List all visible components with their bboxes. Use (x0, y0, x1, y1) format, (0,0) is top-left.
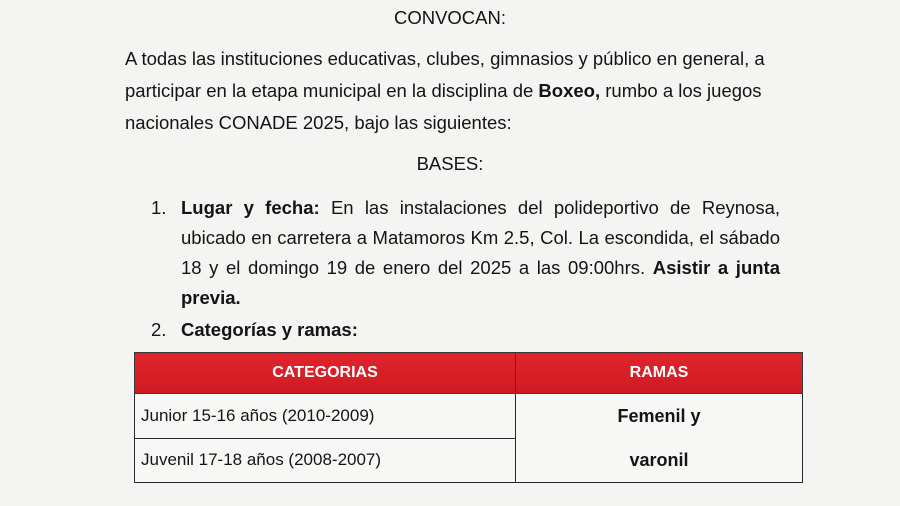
table-row (135, 394, 803, 439)
intro-line-2 (125, 79, 762, 103)
item-1-previa-bold: previa. (181, 287, 241, 308)
categories-table (134, 352, 803, 483)
item-2-label-bold: Categorías y ramas: (181, 319, 358, 340)
rama-line-2: varonil (629, 450, 689, 470)
intro-line-1: A todas las instituciones educativas, clubes, gimnasios y público en general, a (125, 48, 765, 69)
rama-cell (516, 394, 803, 483)
category-cell: Juvenil 17-18 años (2008-2007) (135, 438, 516, 483)
item-1-date-text: 18 y el domingo 19 de enero del 2025 a las 09:00hrs. (181, 257, 646, 278)
header-categorias: CATEGORIAS (135, 353, 516, 394)
table-header-row (135, 353, 803, 394)
item-1-number: 1. (151, 197, 167, 218)
intro-text: participar en la etapa municipal en la disciplina de (125, 80, 539, 101)
item-1-line-4 (181, 286, 241, 310)
intro-line-3: nacionales CONADE 2025, bajo las siguientes: (125, 112, 512, 133)
item-1-text: En las instalaciones del polideportivo de Reynosa, (330, 197, 780, 218)
bases-heading: BASES: (416, 153, 484, 174)
item-1-line-2: ubicado en carretera a Matamoros Km 2.5, Col. La escondida, el sábado (181, 227, 780, 248)
item-1-label: Lugar y fecha: (181, 197, 320, 218)
item-2-number: 2. (151, 319, 167, 340)
item-1-line-1 (181, 196, 780, 220)
intro-text-end: rumbo a los juegos (600, 80, 762, 101)
item-2-label (181, 318, 358, 342)
convocan-heading: CONVOCAN: (393, 7, 507, 28)
item-1-asistir-bold: Asistir a junta (652, 257, 780, 278)
header-ramas: RAMAS (516, 353, 803, 394)
intro-boxeo-bold: Boxeo, (538, 80, 601, 101)
category-cell: Junior 15-16 años (2010-2009) (135, 394, 516, 439)
rama-line-1: Femenil y (617, 406, 701, 426)
item-1-line-3 (181, 256, 780, 280)
